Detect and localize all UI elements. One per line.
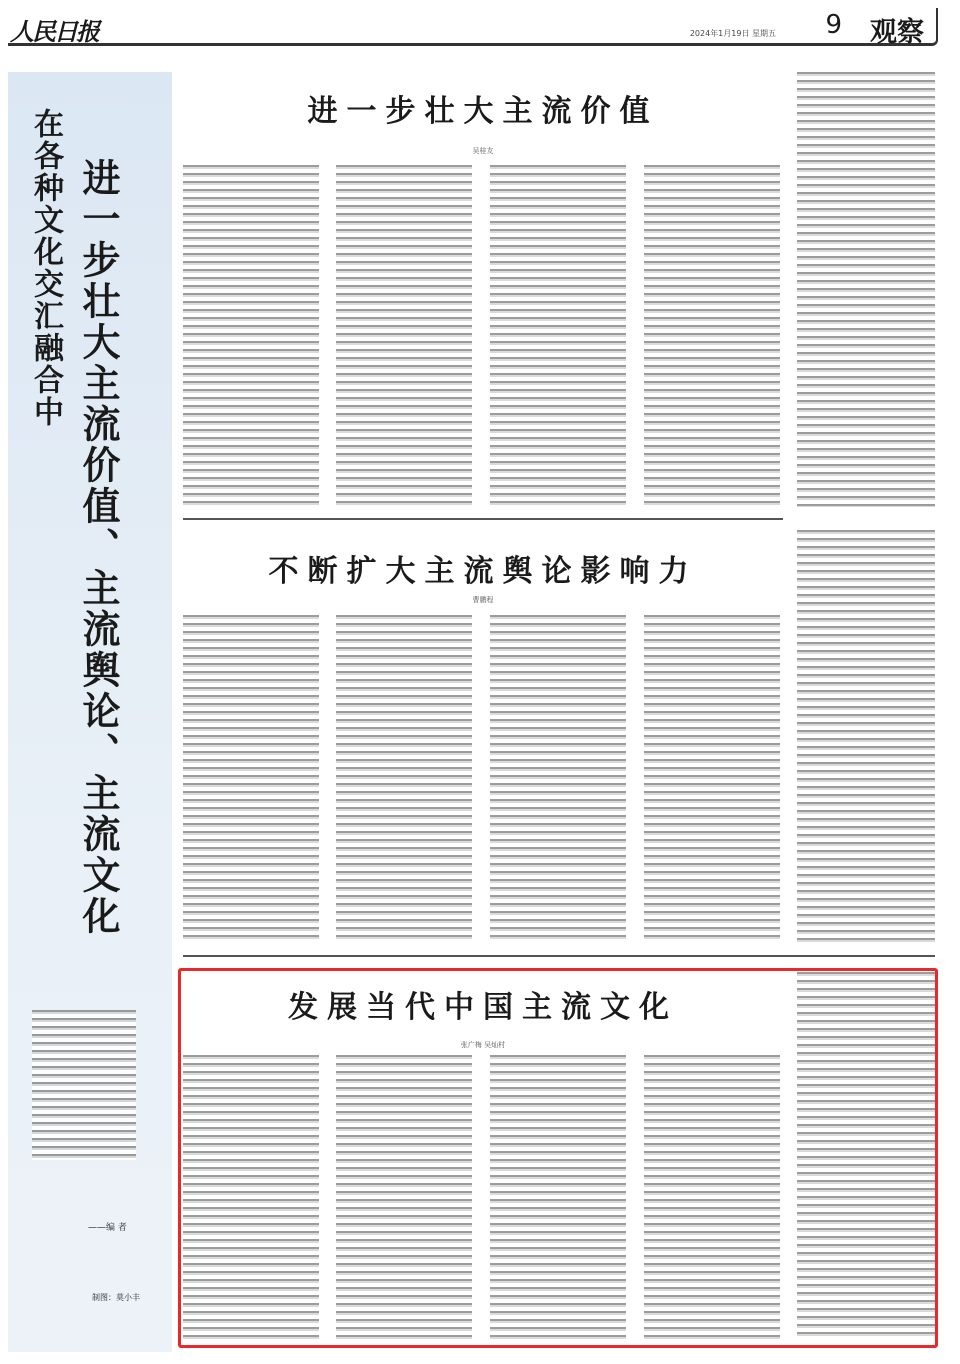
article-2-byline: 曹鹏程 — [472, 596, 494, 604]
highlight-box — [178, 968, 938, 1348]
article-1-column — [183, 165, 319, 505]
sidebar-subtitle: 在各种文化交汇融合中 — [28, 108, 63, 428]
page-number: 9 — [825, 10, 842, 40]
newspaper-logo: 人民日报 — [10, 17, 98, 46]
section-name: 观察 — [870, 17, 924, 48]
article-1-column — [336, 165, 472, 505]
article-2-title[interactable]: 不断扩大主流舆论影响力 — [268, 554, 698, 589]
issue-date: 2024年1月19日 星期五 — [689, 29, 776, 38]
article-1-side-column — [797, 72, 935, 507]
article-3-byline: 张广梅 吴灿村 — [460, 1041, 506, 1049]
sidebar-banner — [8, 72, 172, 1352]
section-divider — [183, 518, 783, 520]
article-1-column — [490, 165, 626, 505]
article-2-column — [336, 615, 472, 943]
article-2-column — [644, 615, 780, 943]
article-3-title[interactable]: 发展当代中国主流文化 — [288, 990, 678, 1025]
masthead — [8, 8, 938, 46]
article-2-column — [490, 615, 626, 943]
section-divider — [183, 955, 935, 957]
article-2-column — [183, 615, 319, 943]
editor-note-text — [32, 1010, 136, 1160]
sidebar-title: 进一步壮大主流价值、主流舆论、主流文化 — [76, 158, 120, 937]
graphic-credit: 制图：莫小丰 — [92, 1293, 140, 1302]
article-1-column — [644, 165, 780, 505]
article-2-side-column — [797, 530, 935, 942]
editor-signature: ——编 者 — [88, 1223, 127, 1233]
article-1-byline: 吴桂友 — [472, 147, 494, 155]
article-1-title[interactable]: 进一步壮大主流价值 — [307, 94, 659, 129]
